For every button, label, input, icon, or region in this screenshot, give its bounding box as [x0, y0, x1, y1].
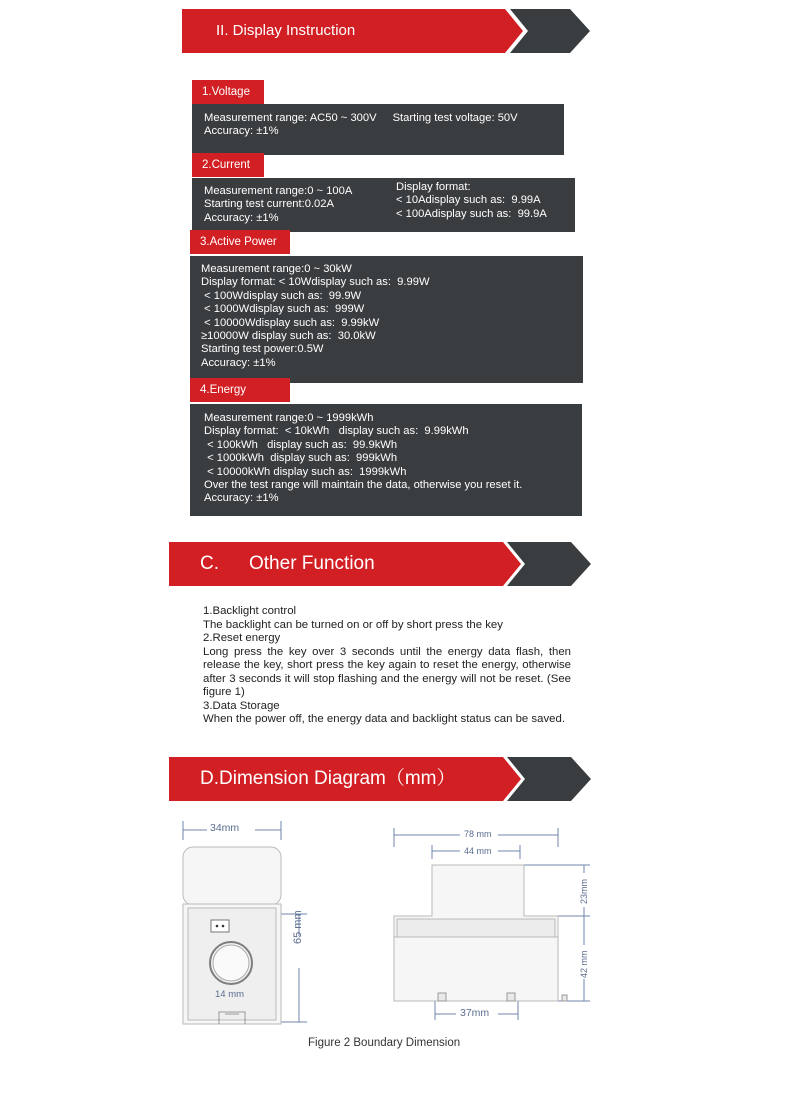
energy-line: Accuracy: ±1% — [204, 492, 279, 505]
base-width-label: 37mm — [460, 1007, 490, 1019]
voltage-box — [192, 104, 564, 155]
current-start: Starting test current:0.02A — [204, 198, 334, 211]
side-view-drawing — [390, 825, 600, 1025]
current-range: Measurement range:0 ~ 100A — [204, 185, 353, 197]
other-function-banner — [169, 542, 594, 586]
hole-diameter-label: 14 mm — [215, 989, 245, 1000]
other-function-content — [203, 605, 571, 727]
data-storage-text: When the power off, the energy data and backlight status can be saved. — [203, 713, 565, 725]
current-tag: 2.Current — [192, 153, 264, 177]
energy-line: < 100kWh display such as: 99.9kWh — [204, 438, 398, 451]
data-storage-title: 3.Data Storage — [203, 699, 280, 712]
voltage-range: Measurement range: AC50 ~ 300V — [204, 112, 377, 124]
energy-tag: 4.Energy — [190, 378, 290, 402]
energy-line: < 10000kWh display such as: 1999kWh — [204, 465, 407, 478]
display-instruction-title: II. Display Instruction — [216, 22, 356, 39]
current-left-column — [204, 185, 352, 225]
current-format-line: < 100Adisplay such as: 99.9A — [396, 207, 547, 220]
energy-box — [190, 404, 582, 516]
upper-height-label: 23mm — [579, 878, 589, 904]
active-power-box — [190, 256, 583, 383]
other-function-title: Other Function — [249, 553, 375, 574]
power-line: ≥10000W display such as: 30.0kW — [201, 330, 376, 343]
power-line: < 100Wdisplay such as: 99.9W — [201, 289, 362, 302]
voltage-accuracy: Accuracy: ±1% — [204, 125, 279, 138]
other-function-letter: C. — [200, 553, 219, 574]
active-power-tag: 3.Active Power — [190, 230, 290, 254]
voltage-start: Starting test voltage: 50V — [392, 112, 518, 124]
reset-energy-title: 2.Reset energy — [203, 632, 281, 644]
backlight-title: 1.Backlight control — [203, 605, 297, 617]
voltage-tag: 1.Voltage — [192, 80, 264, 104]
figure-caption: Figure 2 Boundary Dimension — [308, 1037, 461, 1049]
energy-line: Measurement range:0 ~ 1999kWh — [204, 412, 374, 424]
dimension-banner — [169, 757, 594, 801]
current-accuracy: Accuracy: ±1% — [204, 211, 279, 224]
backlight-text: The backlight can be turned on or off by short press the key — [203, 618, 503, 631]
power-line: Measurement range:0 ~ 30kW — [201, 263, 352, 275]
current-box — [192, 178, 575, 232]
energy-line: Display format: < 10kWh display such as: 9.99kWh — [204, 425, 469, 438]
banner-shape — [169, 542, 594, 586]
display-instruction-banner — [182, 9, 592, 53]
current-right-column — [396, 181, 547, 221]
dimension-title: D.Dimension Diagram（mm） — [200, 768, 456, 789]
energy-line: Over the test range will maintain the data, otherwise you reset it. — [204, 479, 523, 492]
power-line: < 10000Wdisplay such as: 9.99kW — [201, 316, 380, 329]
power-line: Starting test power:0.5W — [201, 343, 324, 356]
current-format-line: < 10Adisplay such as: 9.99A — [396, 194, 541, 207]
side-top-width-label: 44 mm — [464, 846, 492, 856]
front-height-label: 65 mm — [292, 910, 304, 944]
side-width-label: 78 mm — [464, 829, 492, 839]
current-format-title: Display format: — [396, 181, 471, 193]
power-line: < 1000Wdisplay such as: 999W — [201, 303, 365, 316]
power-line: Accuracy: ±1% — [201, 356, 276, 369]
energy-line: < 1000kWh display such as: 999kWh — [204, 452, 398, 465]
lower-height-label: 42 mm — [579, 950, 589, 978]
reset-energy-text: Long press the key over 3 seconds until the energy data flash, then release the key, short press the key again to reset the energy, otherwise after 3 seconds it will stop flashing and the energy will not be reset. (See figure 1) — [203, 645, 571, 698]
power-line: Display format: < 10Wdisplay such as: 9.99W — [201, 276, 430, 289]
front-width-label: 34mm — [210, 822, 240, 834]
